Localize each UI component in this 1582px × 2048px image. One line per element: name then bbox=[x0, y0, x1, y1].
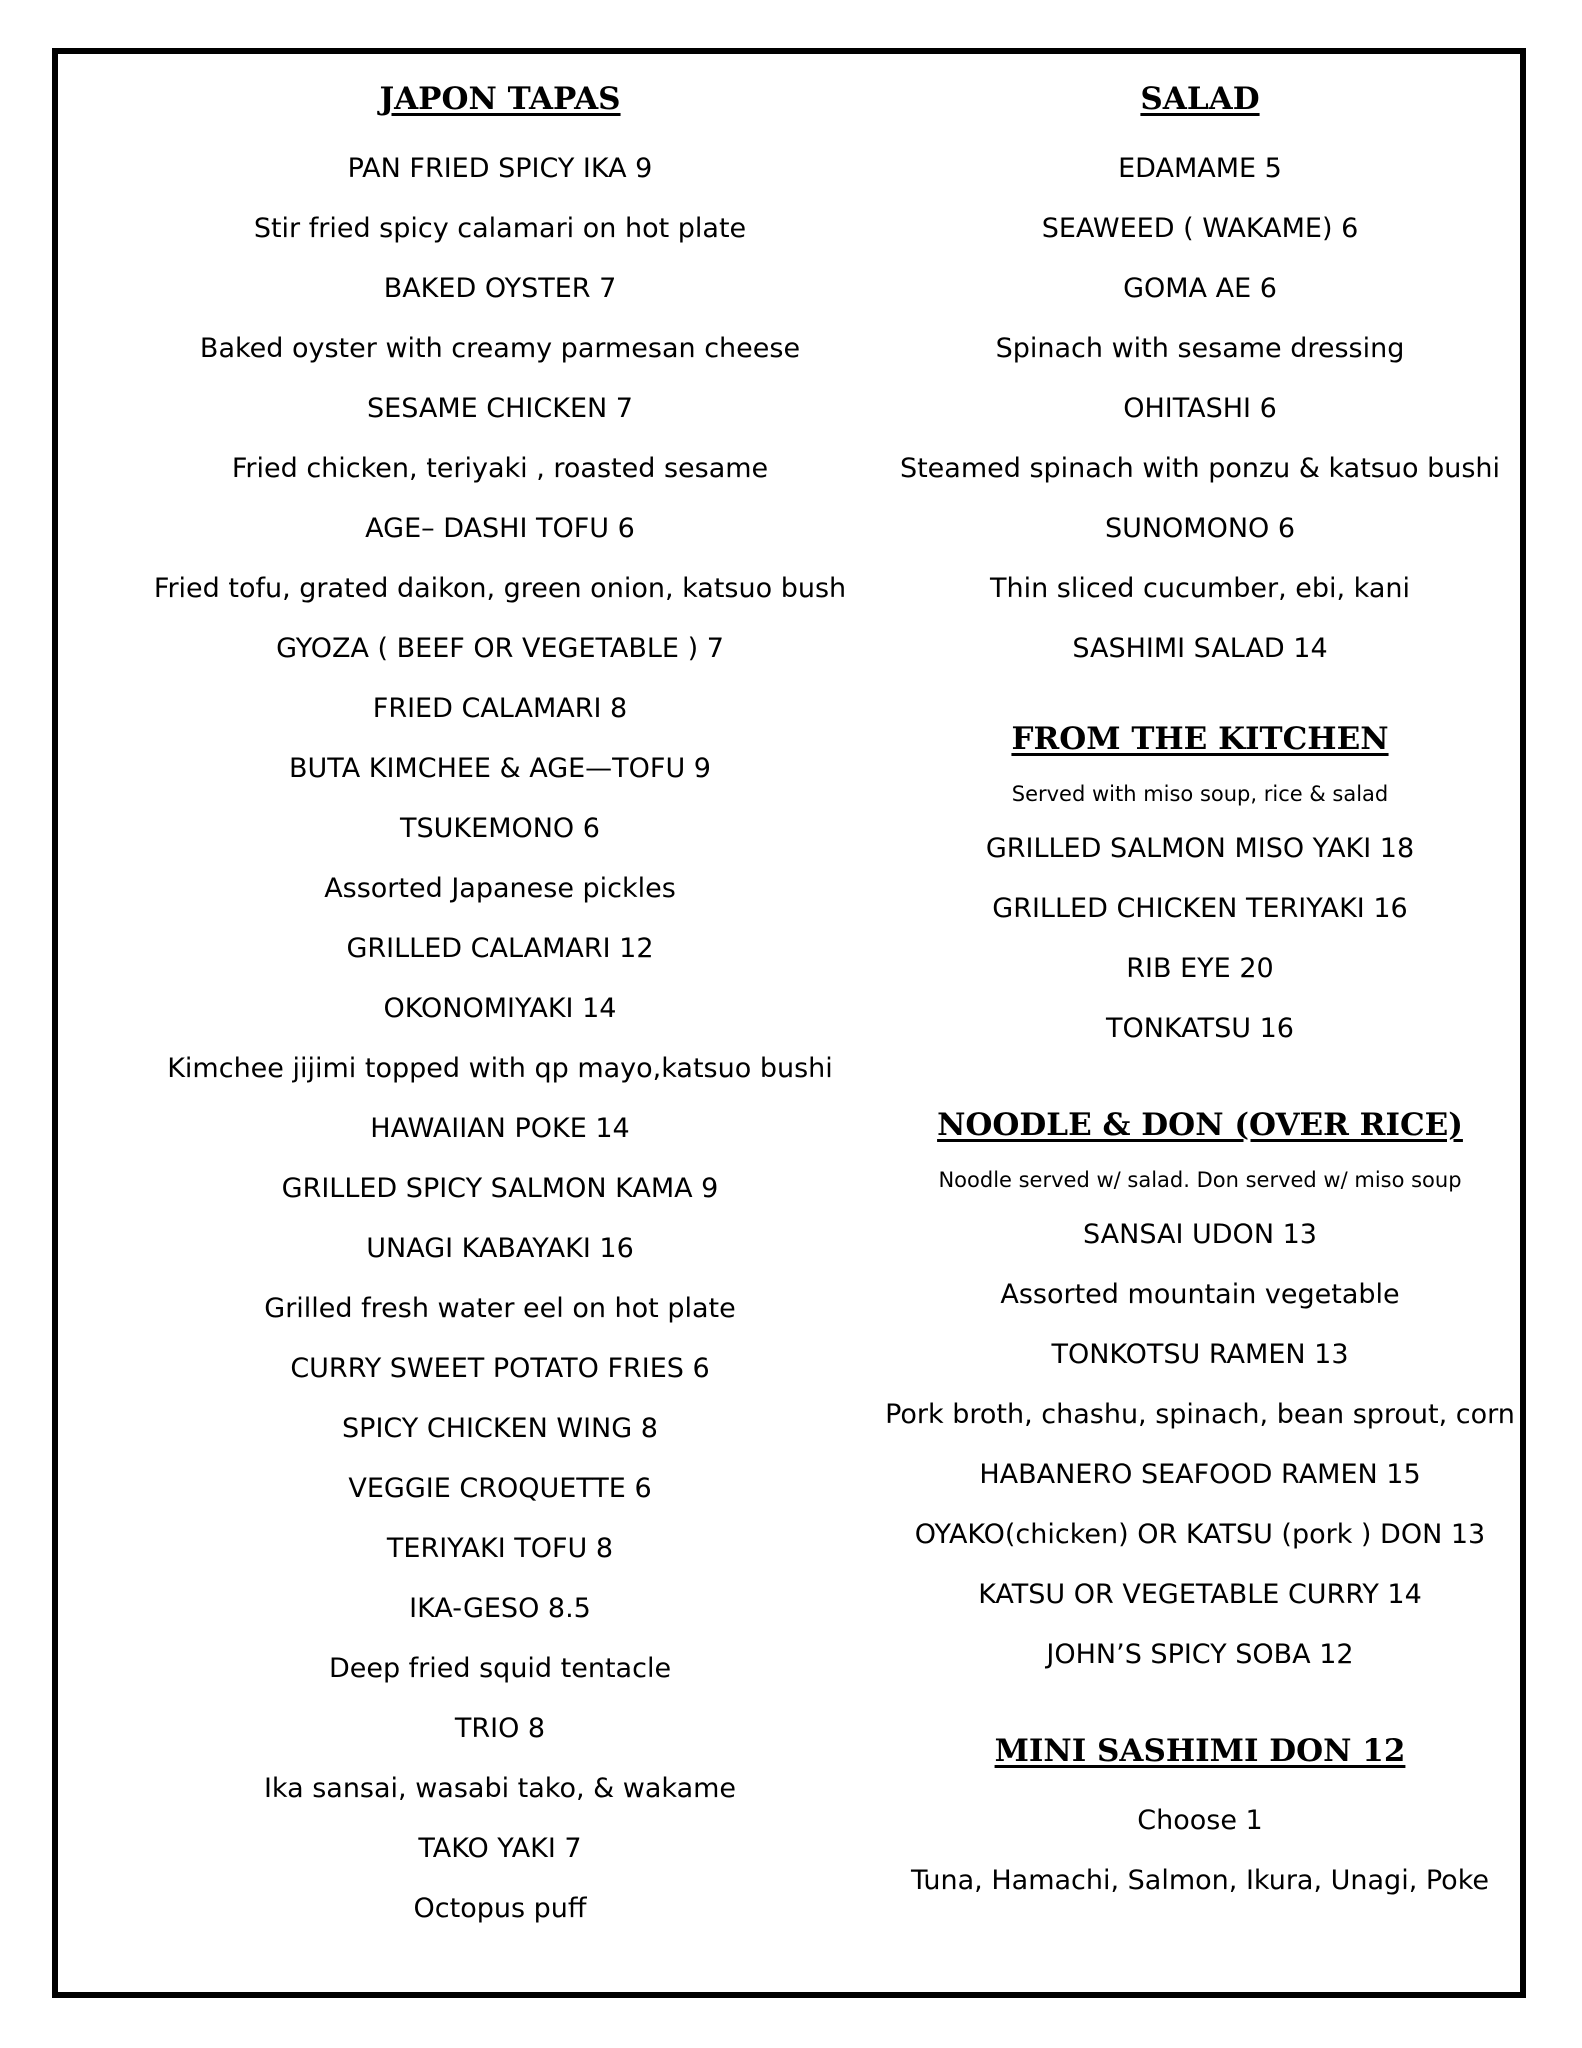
menu-item-description: Kimchee jijimi topped with qp mayo,katsuo bushi bbox=[167, 1053, 833, 1084]
menu-item: BAKED OYSTER 7 bbox=[383, 273, 617, 304]
section-title-japon-tapas: JAPON TAPAS bbox=[379, 81, 621, 117]
menu-item: JOHN’S SPICY SOBA 12 bbox=[1046, 1639, 1354, 1670]
menu-item: SESAME CHICKEN 7 bbox=[367, 393, 633, 424]
menu-item-description: Pork broth, chashu, spinach, bean sprout, corn bbox=[885, 1399, 1515, 1430]
menu-item: SASHIMI SALAD 14 bbox=[1072, 633, 1328, 664]
menu-item-description: Assorted mountain vegetable bbox=[1000, 1279, 1400, 1310]
menu-item-description: Fried chicken, teriyaki , roasted sesame bbox=[231, 453, 769, 484]
menu-item: HABANERO SEAFOOD RAMEN 15 bbox=[979, 1459, 1421, 1490]
section-title-mini-sashimi-don: MINI SASHIMI DON 12 bbox=[994, 1733, 1406, 1769]
menu-item: GRILLED CHICKEN TERIYAKI 16 bbox=[992, 893, 1408, 924]
menu-item-description: Thin sliced cucumber, ebi, kani bbox=[989, 573, 1411, 604]
menu-item: FRIED CALAMARI 8 bbox=[372, 693, 628, 724]
menu-item-description: Octopus puff bbox=[413, 1893, 587, 1924]
menu-item-description: Grilled fresh water eel on hot plate bbox=[264, 1293, 736, 1324]
menu-item: CURRY SWEET POTATO FRIES 6 bbox=[290, 1353, 710, 1384]
menu-item: GYOZA ( BEEF OR VEGETABLE ) 7 bbox=[276, 633, 724, 664]
menu-item-description: Fried tofu, grated daikon, green onion, katsuo bush bbox=[153, 573, 847, 604]
menu-item: TONKOTSU RAMEN 13 bbox=[1051, 1339, 1349, 1370]
menu-item: SEAWEED ( WAKAME) 6 bbox=[1041, 213, 1359, 244]
menu-item: EDAMAME 5 bbox=[1118, 153, 1282, 184]
menu-item: HAWAIIAN POKE 14 bbox=[370, 1113, 630, 1144]
menu-item: KATSU OR VEGETABLE CURRY 14 bbox=[978, 1579, 1422, 1610]
menu-item: AGE– DASHI TOFU 6 bbox=[365, 513, 635, 544]
menu-item: TAKO YAKI 7 bbox=[418, 1833, 582, 1864]
menu-item: SANSAI UDON 13 bbox=[1083, 1219, 1317, 1250]
section-title-from-the-kitchen: FROM THE KITCHEN bbox=[1011, 721, 1389, 757]
section-title-salad: SALAD bbox=[1140, 81, 1260, 117]
menu-item: GRILLED CALAMARI 12 bbox=[346, 933, 654, 964]
menu-item-description: Ika sansai, wasabi tako, & wakame bbox=[263, 1773, 737, 1804]
menu-item: GRILLED SPICY SALMON KAMA 9 bbox=[281, 1173, 719, 1204]
menu-item: GRILLED SALMON MISO YAKI 18 bbox=[985, 833, 1415, 864]
menu-item-description: Spinach with sesame dressing bbox=[995, 333, 1405, 364]
menu-item: IKA-GESO 8.5 bbox=[409, 1593, 591, 1624]
menu-item: UNAGI KABAYAKI 16 bbox=[366, 1233, 634, 1264]
menu-item: TRIO 8 bbox=[454, 1713, 546, 1744]
section-title-noodle-and-don: NOODLE & DON (OVER RICE) bbox=[937, 1107, 1463, 1143]
menu-item-description: Steamed spinach with ponzu & katsuo bushi bbox=[899, 453, 1501, 484]
section-note: Noodle served w/ salad. Don served w/ miso soup bbox=[938, 1168, 1462, 1192]
menu-item-description: Tuna, Hamachi, Salmon, Ikura, Unagi, Poke bbox=[911, 1865, 1489, 1896]
menu-item: TERIYAKI TOFU 8 bbox=[386, 1533, 614, 1564]
menu-item: OYAKO(chicken) OR KATSU (pork ) DON 13 bbox=[914, 1519, 1486, 1550]
menu-item: RIB EYE 20 bbox=[1126, 953, 1274, 984]
menu-item: TONKATSU 16 bbox=[1106, 1013, 1294, 1044]
menu-item-description: Deep fried squid tentacle bbox=[328, 1653, 672, 1684]
menu-item: SUNOMONO 6 bbox=[1104, 513, 1296, 544]
menu-item: SPICY CHICKEN WING 8 bbox=[342, 1413, 658, 1444]
menu-item: TSUKEMONO 6 bbox=[400, 813, 600, 844]
menu-item: OHITASHI 6 bbox=[1123, 393, 1277, 424]
menu-frame bbox=[52, 48, 1526, 1998]
menu-item-description: Stir fried spicy calamari on hot plate bbox=[253, 213, 747, 244]
menu-item-description: Choose 1 bbox=[1137, 1805, 1263, 1836]
section-note: Served with miso soup, rice & salad bbox=[1011, 782, 1389, 806]
menu-item: VEGGIE CROQUETTE 6 bbox=[348, 1473, 652, 1504]
menu-item-description: Assorted Japanese pickles bbox=[324, 873, 676, 904]
menu-item: PAN FRIED SPICY IKA 9 bbox=[347, 153, 653, 184]
menu-item: BUTA KIMCHEE & AGE—TOFU 9 bbox=[289, 753, 711, 784]
menu-item-description: Baked oyster with creamy parmesan cheese bbox=[199, 333, 801, 364]
menu-item: GOMA AE 6 bbox=[1123, 273, 1277, 304]
menu-item: OKONOMIYAKI 14 bbox=[383, 993, 617, 1024]
